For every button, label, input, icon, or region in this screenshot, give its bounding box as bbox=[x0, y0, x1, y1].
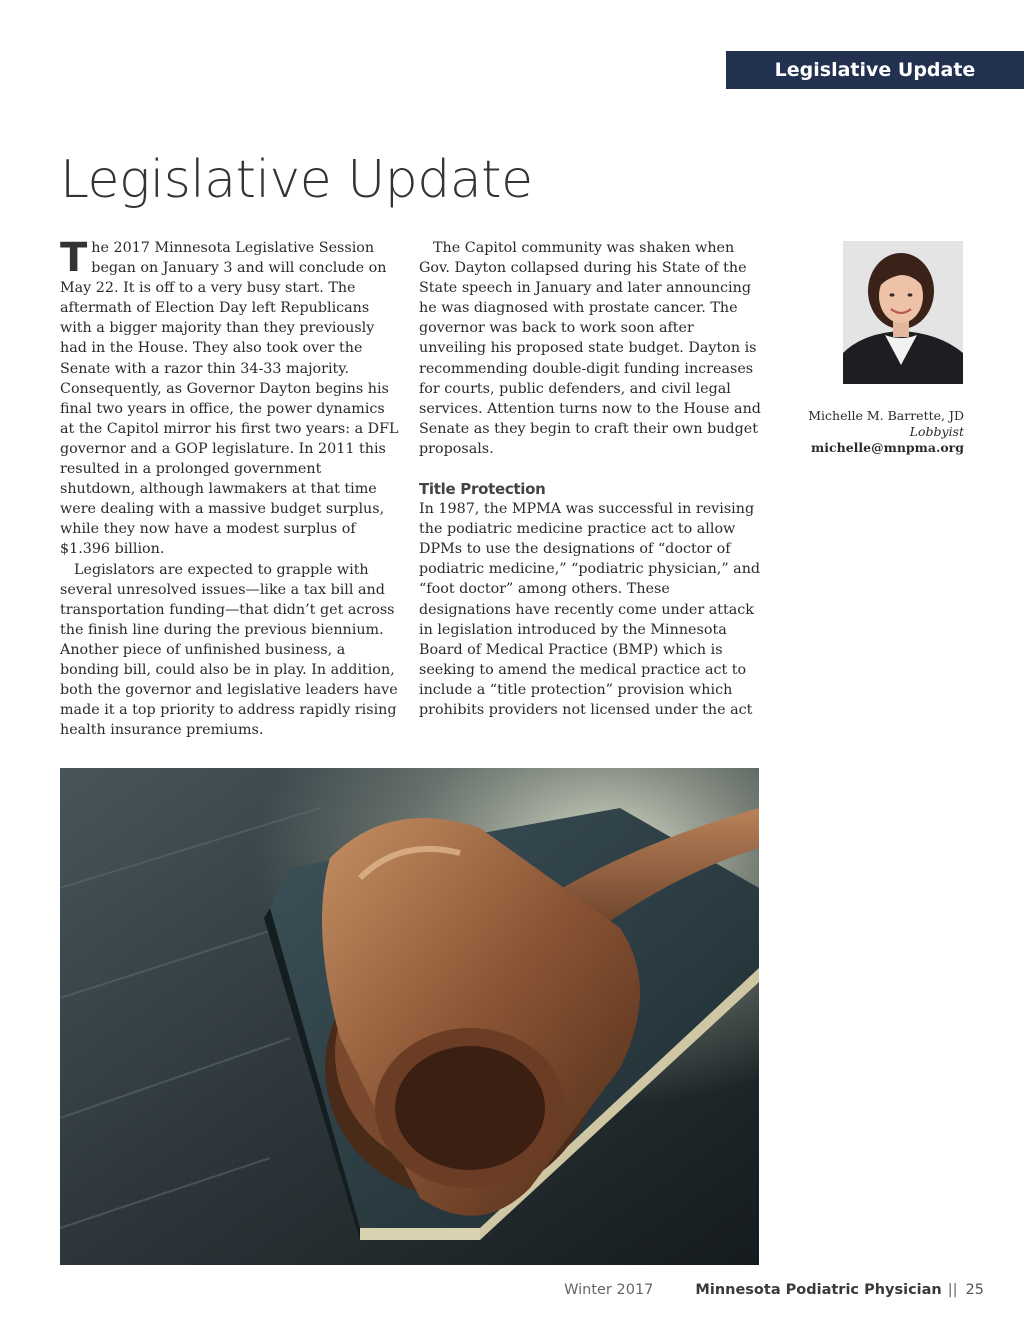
article-column-left bbox=[60, 235, 400, 740]
section-header-bar bbox=[726, 51, 1024, 89]
article-paragraph: The Capitol community was shaken when Gov. Dayton collapsed during his State of the State speech in January and later announcing he was diagnosed with prostate cancer. The governor was back to work soon after unveiling his proposed state budget. Dayton is recommending double-digit funding increases for courts, public defenders, and civil legal services. Attention turns now to the House and Senate as they begin to craft their own budget proposals. bbox=[419, 240, 761, 457]
footer-separator: || bbox=[947, 1282, 958, 1298]
author-byline bbox=[808, 408, 964, 456]
publication-name: Minnesota Podiatric Physician bbox=[695, 1282, 942, 1298]
author-role: Lobbyist bbox=[909, 424, 964, 439]
article-paragraph bbox=[60, 235, 400, 560]
paragraph-text: he 2017 Minnesota Legislative Session began on January 3 and will conclude on May 22. It is off to a very busy start. The aftermath of Election Day left Republicans with a bigger majority than they previously had in the House. They also took over the Senate with a razor thin 34-33 majority. Consequently, as Governor Dayton begins his final two years in office, the power dynamics at the Capitol mirror his first two years: a DFL governor and a GOP legislature. In 2011 this resulted in a prolonged government shutdown, although lawmakers at that time were dealing with a massive budget surplus, while they now have a modest surplus of $1.396 billion. bbox=[60, 240, 399, 558]
page-title: Legislative Update bbox=[60, 150, 533, 210]
article-paragraph: Legislators are expected to grapple with several unresolved issues—like a tax bill and transportation funding—that didn’t get across the finish line during the previous biennium. Another piece of unfinished business, a bonding bill, could also be in play. In addition, both the governor and legislative leaders have made it a top priority to address rapidly rising health insurance premiums. bbox=[60, 561, 398, 739]
gavel-illustration bbox=[60, 768, 759, 1265]
article-paragraph: In 1987, the MPMA was successful in revising the podiatric medicine practice act to allow DPMs to use the designations of “doctor of podiatric medicine,” “podiatric physician,” and “foot doctor” among others. These designations have recently come under attack in legislation introduced by the Minnesota Board of Medical Practice (BMP) which is seeking to amend the medical practice act to include a “title protection” provision which prohibits providers not licensed under the act bbox=[419, 501, 761, 718]
page-footer bbox=[564, 1282, 984, 1298]
drop-cap: T bbox=[60, 235, 88, 281]
section-subhead: Title Protection bbox=[419, 480, 546, 499]
article-column-middle bbox=[419, 238, 764, 720]
author-name: Michelle M. Barrette, JD bbox=[808, 408, 964, 423]
gavel-photo bbox=[60, 768, 759, 1265]
page-number: 25 bbox=[965, 1282, 984, 1298]
author-email: michelle@mnpma.org bbox=[811, 440, 964, 455]
issue-season: Winter 2017 bbox=[564, 1282, 654, 1298]
author-photo bbox=[843, 241, 963, 384]
section-label: Legislative Update bbox=[774, 59, 976, 81]
portrait-illustration bbox=[843, 241, 963, 384]
